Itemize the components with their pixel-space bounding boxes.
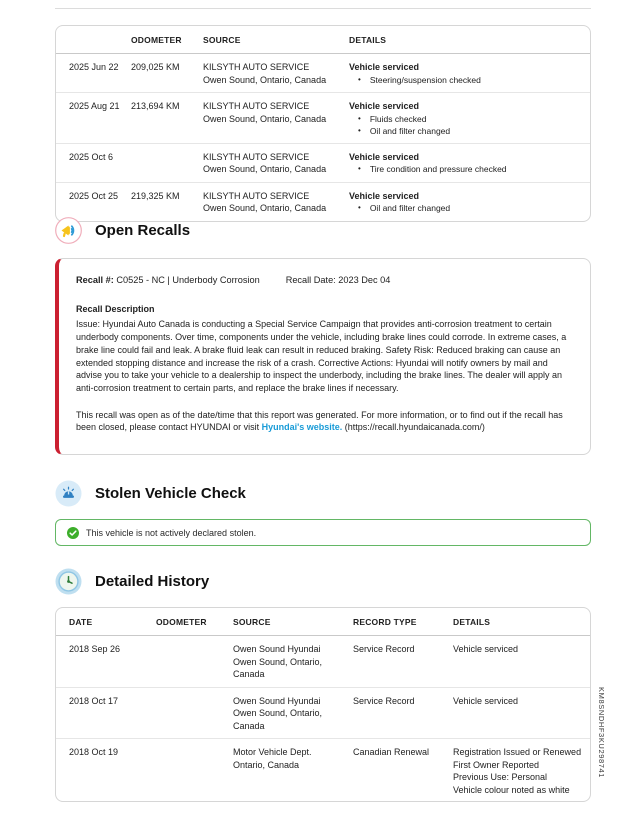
details-title: Vehicle serviced — [349, 190, 420, 201]
detail-item — [349, 125, 582, 137]
header-details: DETAILS — [453, 617, 491, 627]
source-location: Owen Sound, Ontario, Canada — [233, 656, 323, 679]
record-odometer: 213,694 KM — [131, 101, 180, 111]
record-details — [349, 190, 582, 215]
detail-item — [349, 113, 582, 125]
bullet-icon: • — [358, 203, 361, 212]
recall-date-value: 2023 Dec 04 — [335, 275, 391, 285]
record-date: 2025 Aug 21 — [69, 101, 120, 111]
detail-line: Registration Issued or Renewed — [453, 747, 582, 757]
header-odometer: ODOMETER — [156, 617, 207, 627]
stolen-vehicle-section-header — [55, 480, 246, 507]
record-odometer — [156, 746, 233, 796]
record-date: 2018 Oct 19 — [69, 747, 119, 757]
service-record-row — [56, 92, 590, 143]
source-name: KILSYTH AUTO SERVICE — [203, 101, 310, 111]
details-title: Vehicle serviced — [349, 151, 420, 162]
recall-description-text: Issue: Hyundai Auto Canada is conducting a Special Service Campaign that provides anti-corrosion treatment to certain underbody components. Over time, components under the vehicle, including brake lines could corrode. In extreme cases, a brake line could fail and leak. A brake fluid leak can result in reduced braking. Safety Risk: Reduced braking can cause an extended stopping distance and increase the risk of a crash. Corrective Actions: Hyundai will notify owners by mail and advise you to take your vehicle to a dealership to inspect the underbody, including the brake lines. The dealer will apply an anti-corrosion treatment to certain parts, and replace the brake lines if necessary. — [76, 319, 567, 393]
header-date — [69, 35, 131, 45]
check-circle-icon — [67, 527, 79, 539]
record-odometer — [156, 643, 233, 681]
record-source — [233, 746, 353, 796]
details-list — [349, 163, 582, 175]
section-title: Detailed History — [95, 573, 210, 590]
source-location: Owen Sound, Ontario, Canada — [203, 74, 327, 85]
source-location: Owen Sound, Ontario, Canada — [203, 203, 327, 213]
record-date: 2018 Sep 26 — [69, 644, 121, 654]
recall-title-line — [76, 274, 573, 287]
service-record-row — [56, 182, 590, 221]
record-type: Service Record — [353, 644, 415, 654]
detail-line: Vehicle colour noted as white — [453, 784, 570, 795]
history-record-row — [56, 738, 590, 802]
record-source — [203, 151, 349, 176]
page-top-divider — [55, 8, 591, 9]
detail-text: Oil and filter changed — [369, 125, 451, 136]
detail-item — [349, 202, 582, 214]
details-title: Vehicle serviced — [349, 101, 420, 111]
record-odometer: 209,025 KM — [131, 62, 180, 72]
recall-number-label: Recall #: — [76, 275, 114, 285]
detail-line: Previous Use: Personal — [453, 772, 548, 782]
record-details — [349, 100, 582, 137]
section-title: Stolen Vehicle Check — [95, 485, 246, 502]
recall-date-label: Recall Date: — [285, 275, 336, 285]
header-source: SOURCE — [233, 617, 271, 627]
record-details — [453, 643, 582, 681]
source-name: KILSYTH AUTO SERVICE — [203, 190, 310, 201]
recall-footer-url: (https://recall.hyundaicanada.com/) — [342, 422, 485, 433]
vin-watermark: KM8SNDHF3KU298741 — [597, 687, 606, 779]
history-record-row — [56, 687, 590, 739]
header-record-type: RECORD TYPE — [353, 617, 417, 627]
record-details — [349, 151, 582, 176]
header-details: DETAILS — [349, 35, 387, 45]
source-name: KILSYTH AUTO SERVICE — [203, 62, 310, 72]
history-table-body — [56, 636, 590, 802]
detail-text: Tire condition and pressure checked — [369, 164, 507, 174]
header-odometer: ODOMETER — [131, 35, 182, 45]
header-date: DATE — [69, 617, 93, 627]
history-table-header — [56, 608, 590, 636]
details-list — [349, 74, 582, 86]
detail-item — [349, 163, 582, 175]
bullet-icon: • — [358, 113, 361, 123]
record-details — [453, 746, 582, 796]
source-location: Ontario, Canada — [233, 759, 300, 770]
source-location: Owen Sound, Ontario, Canada — [233, 708, 323, 731]
service-table-body — [56, 54, 590, 221]
bullet-icon: • — [358, 74, 361, 84]
recall-description-heading: Recall Description — [76, 303, 155, 314]
stolen-check-message: This vehicle is not actively declared stolen. — [86, 527, 257, 538]
detailed-history-table — [55, 607, 591, 802]
service-records-table — [55, 25, 591, 222]
source-name: Owen Sound Hyundai — [233, 695, 321, 706]
record-source — [203, 100, 349, 137]
open-recalls-section-header — [55, 217, 190, 244]
record-date: 2018 Oct 17 — [69, 695, 119, 706]
hyundai-website-link[interactable]: Hyundai's website. — [261, 422, 343, 433]
source-name: KILSYTH AUTO SERVICE — [203, 151, 310, 162]
recall-footer-text: This recall was open as of the date/time that this report was generated. For more information, or to find out if the recall has been closed, please contact HYUNDAI or visit — [76, 409, 563, 433]
record-details — [453, 695, 582, 733]
section-title: Open Recalls — [95, 222, 191, 239]
megaphone-icon — [55, 217, 82, 244]
record-details — [349, 61, 582, 86]
record-type: Service Record — [353, 695, 415, 706]
record-source — [233, 695, 353, 733]
header-source: SOURCE — [203, 35, 241, 45]
bullet-icon: • — [358, 125, 361, 135]
bullet-icon: • — [358, 164, 361, 173]
record-type: Canadian Renewal — [353, 747, 430, 757]
service-table-header — [56, 26, 590, 54]
history-record-row — [56, 636, 590, 687]
record-source — [203, 190, 349, 215]
source-location: Owen Sound, Ontario, Canada — [203, 164, 327, 174]
detail-line: Vehicle serviced — [453, 695, 519, 706]
record-odometer — [156, 695, 233, 733]
source-location: Owen Sound, Ontario, Canada — [203, 113, 327, 124]
detail-text: Oil and filter changed — [369, 203, 451, 213]
history-clock-icon — [55, 568, 82, 595]
detail-item — [349, 74, 582, 86]
details-list — [349, 202, 582, 214]
details-title: Vehicle serviced — [349, 62, 420, 72]
details-list — [349, 113, 582, 137]
record-odometer — [131, 151, 203, 176]
service-record-row — [56, 54, 590, 92]
detail-line: Vehicle serviced — [453, 644, 519, 654]
siren-icon — [55, 480, 82, 507]
stolen-check-result-box — [55, 519, 591, 546]
recall-card — [55, 258, 591, 455]
detail-line: First Owner Reported — [453, 759, 540, 770]
record-source — [203, 61, 349, 86]
record-date: 2025 Oct 25 — [69, 190, 119, 201]
detailed-history-section-header — [55, 568, 209, 595]
recall-footer — [76, 409, 573, 434]
record-odometer: 219,325 KM — [131, 190, 180, 201]
detail-text: Steering/suspension checked — [369, 74, 481, 85]
source-name: Motor Vehicle Dept. — [233, 747, 312, 757]
source-name: Owen Sound Hyundai — [233, 644, 321, 654]
record-date: 2025 Oct 6 — [69, 151, 114, 162]
recall-number-value: C0525 - NC | Underbody Corrosion — [113, 275, 260, 285]
record-source — [233, 643, 353, 681]
service-record-row — [56, 143, 590, 182]
record-date: 2025 Jun 22 — [69, 62, 119, 72]
detail-text: Fluids checked — [369, 113, 427, 124]
